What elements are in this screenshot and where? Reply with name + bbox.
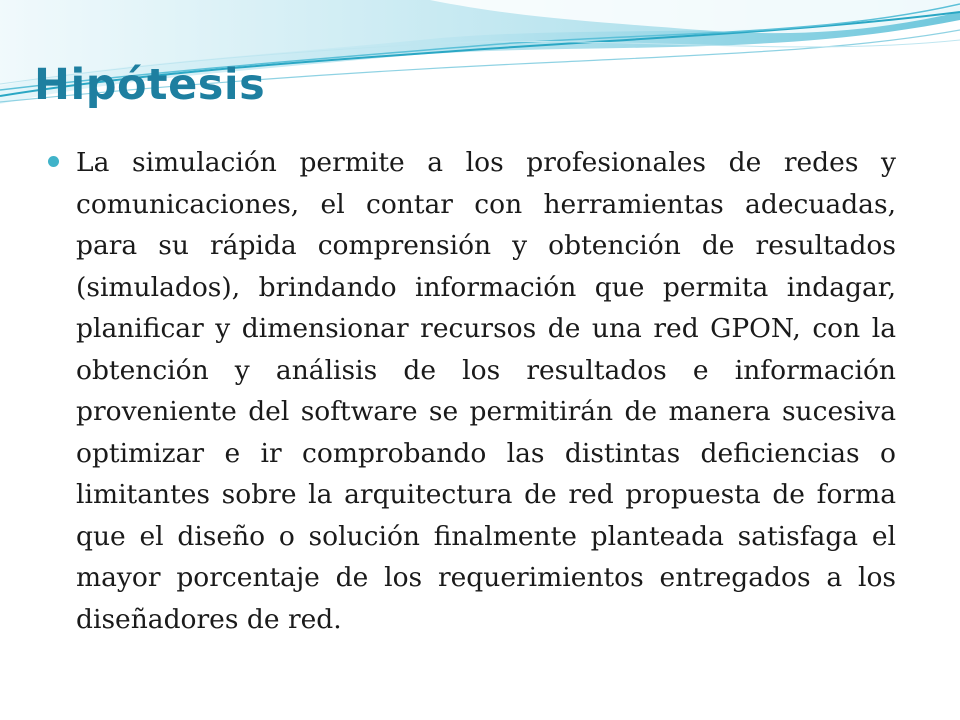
bullet-item xyxy=(48,142,896,640)
slide-title: Hipótesis xyxy=(34,60,266,110)
bullet-text: La simulación permite a los profesionales de redes y comunicaciones, el contar con herramientas adecuadas, para su rápida comprensión y obtención de resultados (simulados), brindando información que permita indagar, planificar y dimensionar recursos de una red GPON, con la obtención y análisis de los resultados e información proveniente del software se permitirán de manera sucesiva optimizar e ir comprobando las distintas deficiencias o limitantes sobre la arquitectura de red propuesta de forma que el diseño o solución finalmente planteada satisfaga el mayor porcentaje de los requerimientos entregados a los diseñadores de red. xyxy=(76,147,896,635)
bullet-list xyxy=(48,142,896,640)
bullet-dot-icon xyxy=(48,156,59,167)
